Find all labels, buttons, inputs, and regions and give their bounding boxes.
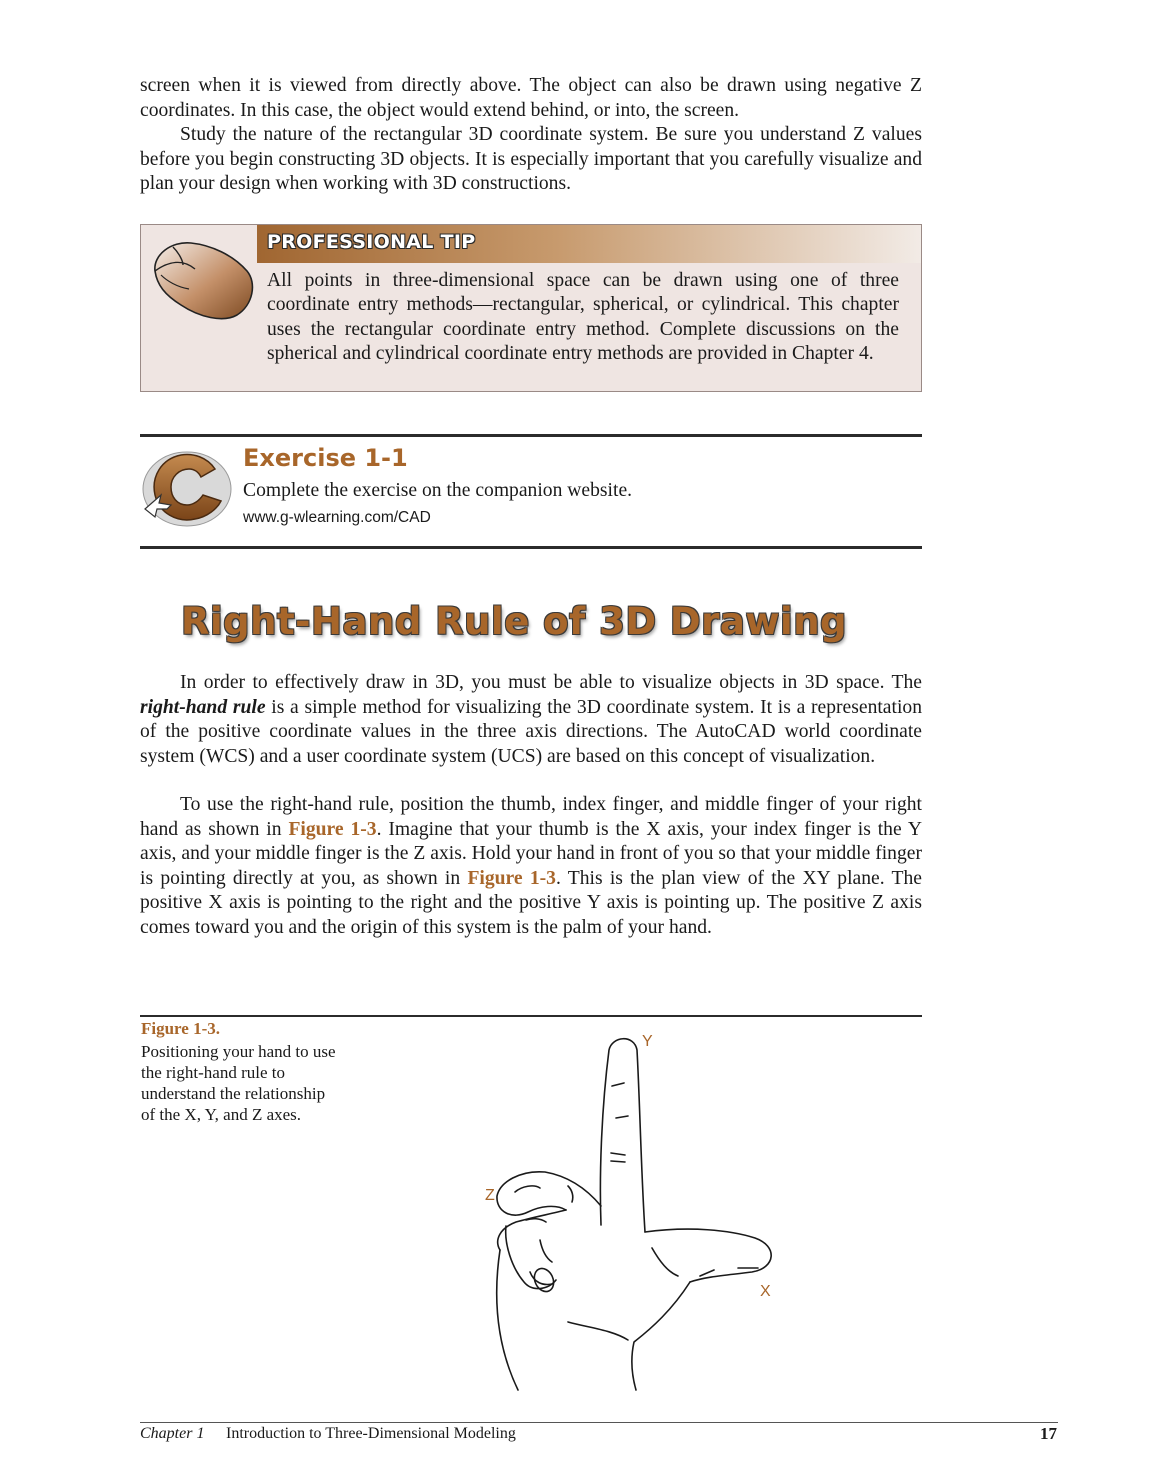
figure-reference-link[interactable]: Figure 1-3 [288, 818, 377, 840]
section-paragraph-2: To use the right-hand rule, position the thumb, index finger, and middle finger of your right hand as shown in Figure 1-3. Imagine that your thumb is the X axis, your index finger is the Y axis, and your middle finger is the Z axis. Hold your hand in front of you so that your middle finger is pointing directly at you, as shown in Figure 1-3. This is the plan view of the XY plane. The positive X axis is pointing to the right and the positive Y axis is pointing up. The positive Z axis comes toward you and the origin of this system is the palm of your hand. [140, 794, 922, 938]
tip-title: PROFESSIONAL TIP [267, 231, 476, 253]
right-hand-illustration [470, 1022, 800, 1394]
professional-tip-box [140, 224, 922, 392]
term-right-hand-rule: right-hand rule [140, 696, 266, 718]
mouse-icon [149, 231, 257, 323]
axis-label-x: X [760, 1283, 771, 1300]
footer-chapter: Chapter 1 [140, 1425, 205, 1442]
section-heading: Right-Hand Rule of 3D Drawing [181, 600, 848, 643]
figure-reference-link[interactable]: Figure 1-3 [467, 867, 556, 889]
axis-label-y: Y [642, 1033, 653, 1050]
exercise-text: Complete the exercise on the companion website. [243, 480, 633, 501]
companion-c-icon [137, 447, 233, 529]
figure-top-rule [140, 1015, 922, 1017]
footer-chapter-title: Introduction to Three-Dimensional Modeling [226, 1425, 516, 1442]
intro-paragraph-2: Study the nature of the rectangular 3D coordinate system. Be sure you understand Z values before you begin constructing 3D objects. It is especially important that you carefully visualize and plan your design when working with 3D constructions. [140, 124, 922, 195]
figure-caption: Positioning your hand to use the right-hand rule to understand the relationship of the X, Y, and Z axes. [141, 1042, 336, 1124]
page-number: 17 [1040, 1424, 1057, 1443]
exercise-top-rule [140, 434, 922, 437]
axis-label-z: Z [485, 1187, 495, 1204]
intro-paragraph-1: screen when it is viewed from directly above. The object can also be drawn using negative Z coordinates. In this case, the object would extend behind, or into, the screen. [140, 75, 922, 121]
footer-rule [140, 1422, 1058, 1423]
section-paragraph-1: In order to effectively draw in 3D, you must be able to visualize objects in 3D space. The right-hand rule is a simple method for visualizing the 3D coordinate system. It is a representation of the positive coordinate values in the three axis directions. The AutoCAD world coordinate system (WCS) and a user coordinate system (UCS) are based on this concept of visualization. [140, 672, 922, 767]
tip-body: All points in three-dimensional space can be drawn using one of three coordinate entry methods—rectangular, spherical, or cylindrical. This chapter uses the rectangular coordinate entry method. Complete discussions on the spherical and cylindrical coordinate entry methods are provided in Chapter 4. [267, 270, 899, 365]
exercise-title: Exercise 1-1 [243, 444, 408, 472]
companion-website-link[interactable]: www.g-wlearning.com/CAD [243, 509, 431, 526]
exercise-bottom-rule [140, 546, 922, 549]
figure-label: Figure 1-3. [141, 1019, 221, 1038]
